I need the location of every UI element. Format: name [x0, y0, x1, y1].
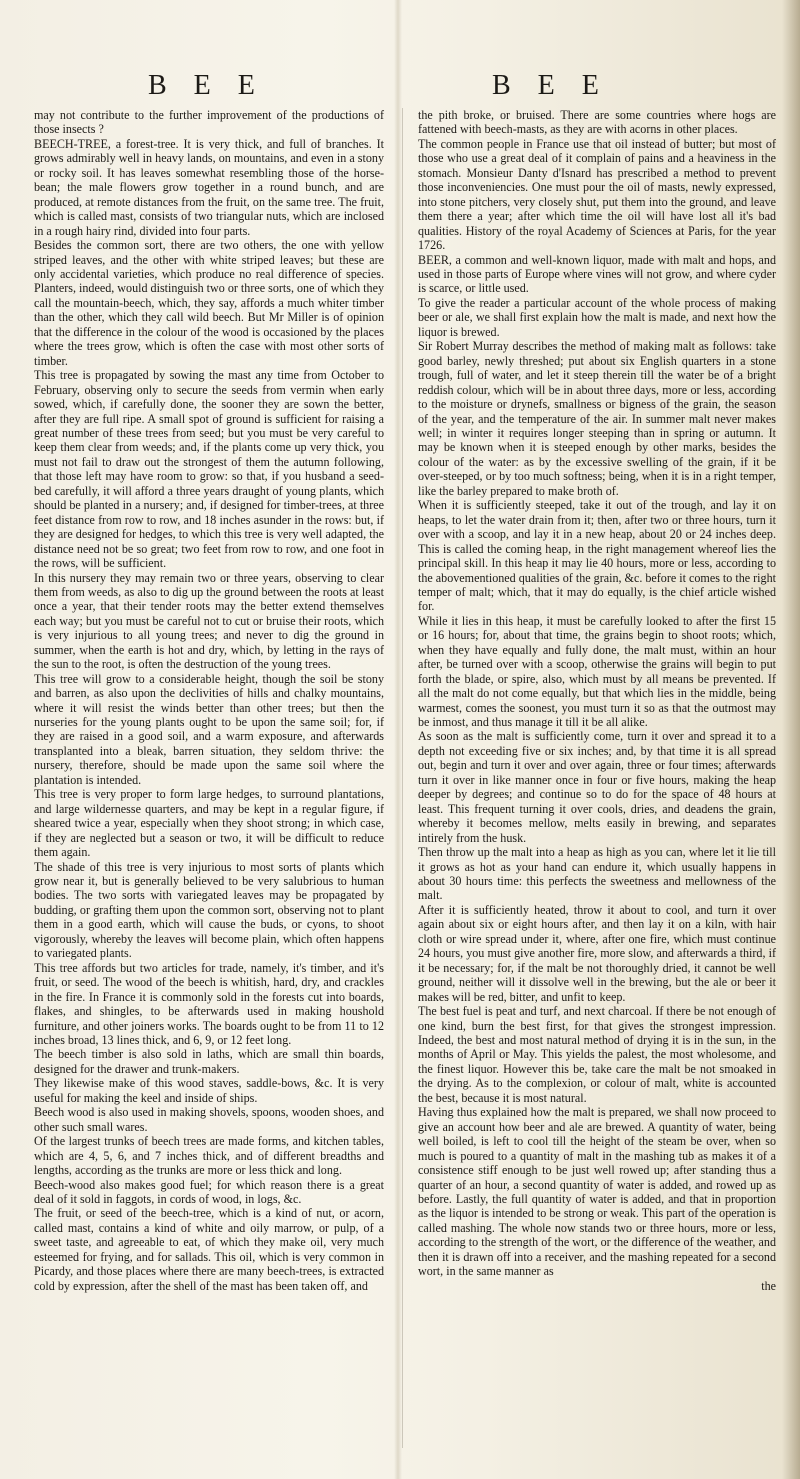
- page-gutter: [394, 0, 402, 1479]
- paragraph: This tree is very proper to form large hedges, to surround plantations, and large wildernesse quarters, and may be kept in a regular figure, if sheared twice a year, especially when they shoot strong; in which case, if they are neglected but a season or two, it will be difficult to reduce them again.: [34, 787, 384, 860]
- paragraph: Beech-wood also makes good fuel; for which reason there is a great deal of it sold in faggots, in cords of wood, in logs, &c.: [34, 1177, 384, 1206]
- paragraph: While it lies in this heap, it must be carefully looked to after the first 15 or 16 hours; for, about that time, the grains begin to shoot roots; which, when they have equally and fully done, the malt must, within an hour after, be turned over with a scoop, otherwise the grains will begin to put forth the blade, or spire, also, which must by all means be prevented. If all the malt do not come equally, but that which lies in the middle, being warmest, comes the soonest, you must turn it so as that the outmost may be inmost, and thus manage it till it be all alike.: [418, 613, 776, 730]
- running-head-left: B E E: [148, 70, 265, 101]
- column-divider: [402, 108, 403, 1448]
- right-text-column: [418, 108, 776, 1293]
- left-text-column: [34, 108, 384, 1293]
- catchword: the: [761, 1278, 776, 1293]
- paragraph: In this nursery they may remain two or three years, observing to clear them from weeds, as also to dig up the ground between the roots at least once a year, that their tender roots may the better extend themselves each way; but you must be careful not to cut or bruise their roots, which is very injurious to all young trees; and never to dig the ground in summer, when the earth is hot and dry, which, by letting in the rays of the sun to the root, is often the destruction of the young trees.: [34, 570, 384, 672]
- paragraph: The common people in France use that oil instead of butter; but most of those who use a great deal of it complain of pains and a heaviness in the stomach. Monsieur Danty d'Isnard has prescribed a method to prevent those inconveniencies. One must pour the oil of masts, newly expressed, into stone pitchers, very closely shut, put them into the ground, and leave them there a year; after which time the oil will have lost all it's bad qualities. History of the royal Academy of Sciences at Paris, for the year 1726.: [418, 136, 776, 253]
- paragraph: This tree affords but two articles for trade, namely, it's timber, and it's fruit, or seed. The wood of the beech is whitish, hard, dry, and crackles in the fire. In France it is commonly sold in the forests cut into boards, flakes, and shingles, to be afterwards used in making houshold furniture, and other joiners works. The boards ought to be from 11 to 12 inches broad, 13 lines thick, and 6, 9, or 12 feet long.: [34, 960, 384, 1047]
- paragraph: may not contribute to the further improvement of the productions of those insects ?: [34, 108, 384, 137]
- paragraph: Besides the common sort, there are two others, the one with yellow striped leaves, and the other with white striped leaves; but these are only accidental varieties, which produce no real difference of species. Planters, indeed, would distinguish two or three sorts, one of which they call the mountain-beech, which, they say, affords a much whiter timber than the other, which they call wild beech. But Mr Miller is of opinion that the difference in the colour of the wood is occasioned by the places where the trees grow, which is often the case with most other sorts of timber.: [34, 238, 384, 368]
- paragraph: This tree is propagated by sowing the mast any time from October to February, observing only to secure the seeds from vermin when early sowed, which, if carefully done, the sooner they are sown the better, after they are full ripe. A small spot of ground is sufficient for raising a great number of these trees from seed; but you must be very careful to keep them clear from weeds; and, if the plants come up very thick, you must not fail to draw out the strongest of them the autumn following, that those left may have room to grow: so that, if you husband a seed-bed carefully, it will afford a three years draught of young plants, which should be planted in a nursery; and, if designed for timber-trees, at three feet distance from row to row, and 18 inches asunder in the rows: but, if they are designed for hedges, to which this tree is very well adapted, the distance need not be so great; two feet from row to row, and one foot in the rows, will be sufficient.: [34, 368, 384, 571]
- paragraph: BEER, a common and well-known liquor, made with malt and hops, and used in those parts of Europe where vines will not grow, and where cyder is scarce, or little used.: [418, 252, 776, 296]
- paragraph: To give the reader a particular account of the whole process of making beer or ale, we shall first explain how the malt is made, and next how the liquor is brewed.: [418, 295, 776, 339]
- paragraph: Then throw up the malt into a heap as high as you can, where let it lie till it grows as hot as your hand can endure it, which usually happens in about 30 hours time: this perfects the sweetness and mellowness of the malt.: [418, 845, 776, 903]
- paragraph: The beech timber is also sold in laths, which are small thin boards, designed for the drawer and trunk-makers.: [34, 1047, 384, 1076]
- paragraph: The fruit, or seed of the beech-tree, which is a kind of nut, or acorn, called mast, contains a kind of white and oily marrow, or pulp, of a sweet taste, and agreeable to eat, of which they make oil, very much esteemed for frying, and for sallads. This oil, which is very common in Picardy, and those places where there are many beech-trees, is extracted cold by expression, after the shell of the mast has been taken off, and: [34, 1206, 384, 1293]
- paragraph: The shade of this tree is very injurious to most sorts of plants which grow near it, but is generally believed to be very salubrious to human bodies. The two sorts with variegated leaves may be propagated by budding, or grafting them upon the common sort, observing not to plant them in a good earth, which will cause the buds, or cyons, to shoot vigorously, whereby the leaves will become plain, which often happens to variegated plants.: [34, 859, 384, 961]
- page-edge-shadow: [782, 0, 800, 1479]
- paragraph: Having thus explained how the malt is prepared, we shall now proceed to give an account how beer and ale are brewed. A quantity of water, being well boiled, is left to cool till the height of the steam be over, when so much is poured to a quantity of malt in the mashing tub as makes it of a consistence stiff enough to be just well rowed up; after standing thus a quarter of an hour, a second quantity of water is added, and rowed up as before. Lastly, the full quantity of water is added, and that in proportion as the liquor is intended to be strong or weak. This part of the operation is called mashing. The whole now stands two or three hours, more or less, according to the strength of the wort, or the difference of the weather, and then it is drawn off into a receiver, and the mashing repeated for a second wort, in the same manner as: [418, 1105, 776, 1279]
- paragraph: They likewise make of this wood staves, saddle-bows, &c. It is very useful for making the keel and inside of ships.: [34, 1076, 384, 1105]
- paragraph: Beech wood is also used in making shovels, spoons, wooden shoes, and other such small wares.: [34, 1105, 384, 1134]
- paragraph: the pith broke, or bruised. There are some countries where hogs are fattened with beech-masts, as they are with acorns in other places.: [418, 108, 776, 137]
- paragraph: This tree will grow to a considerable height, though the soil be stony and barren, as also upon the declivities of hills and chalky mountains, where it will resist the winds better than other trees; but then the nurseries for the young plants ought to be upon the same soil; for, if they are raised in a good soil, and a warm exposure, and afterwards transplanted into a bleak, barren situation, they seldom thrive: the nursery, therefore, should be made upon the same soil where the plantation is intended.: [34, 671, 384, 787]
- paragraph: BEECH-TREE, a forest-tree. It is very thick, and full of branches. It grows admirably well in heavy lands, on mountains, and even in a stony or rocky soil. It has leaves somewhat resembling those of the horse-bean; the male flowers grow together in a round bunch, and are produced, at remote distances from the fruit, on the same tree. The fruit, which is called mast, consists of two triangular nuts, which are inclosed in a rough hairy rind, divided into four parts.: [34, 136, 384, 238]
- paragraph: The best fuel is peat and turf, and next charcoal. If there be not enough of one kind, burn the best first, for that gives the strongest impression. Indeed, the best and most natural method of drying it is in the sun, in the months of April or May. This yields the palest, the most wholesome, and the finest liquor. However this be, take care the malt be not smoaked in the drying. As to the complexion, or colour of malt, white is accounted the best, because it is most natural.: [418, 1004, 776, 1105]
- paragraph: Of the largest trunks of beech trees are made forms, and kitchen tables, which are 4, 5, 6, and 7 inches thick, and of different breadths and lengths, according as the trunks are more or less thick and long.: [34, 1134, 384, 1178]
- paragraph: After it is sufficiently heated, throw it about to cool, and turn it over again about six or eight hours after, and then lay it on a kiln, with hair cloth or wire spread under it, where, after one fire, which must continue 24 hours, you must give another fire, more slow, and afterwards a third, if it be necessary; for, if the malt be not thoroughly dried, it cannot be well ground, neither will it dissolve well in the brewing, but the ale or beer it makes will be red, bitter, and unfit to keep.: [418, 902, 776, 1004]
- paragraph: As soon as the malt is sufficiently come, turn it over and spread it to a depth not exceeding five or six inches; and, by that time it is all spread out, begin and turn it over and over again, three or four times; afterwards turn it over in like manner once in four or five hours, making the heap deeper by degrees; and continue so to do for the space of 48 hours at least. This frequent turning it over cools, dries, and deadens the grain, whereby it becomes mellow, melts easily in brewing, and separates intirely from the husk.: [418, 729, 776, 845]
- running-head-right: B E E: [492, 70, 609, 101]
- paragraph: When it is sufficiently steeped, take it out of the trough, and lay it on heaps, to let the water drain from it; then, after two or three hours, turn it over with a scoop, and lay it in a new heap, about 20 or 24 inches deep. This is called the coming heap, in the right management whereof lies the principal skill. In this heap it may lie 40 hours, more or less, according to the abovementioned qualities of the grain, &c. before it comes to the right temper of malt; which, that it may do equally, is the chief article wished for.: [418, 498, 776, 614]
- paragraph: Sir Robert Murray describes the method of making malt as follows: take good barley, newly threshed; put about six English quarters in a stone trough, full of water, and let it steep therein till the water be of a bright reddish colour, which will be in about three days, more or less, according to the moisture or drynefs, smallness or bigness of the grain, the season of the year, and the temperature of the air. In summer malt never makes well; in winter it requires longer steeping than in spring or autumn. It may be known when it is steeped enough by other marks, besides the colour of the water: as by the excessive swelling of the grain, if it be over-steeped, or by too much softness; being, when it is in a right temper, like the barley prepared to make broth of.: [418, 339, 776, 498]
